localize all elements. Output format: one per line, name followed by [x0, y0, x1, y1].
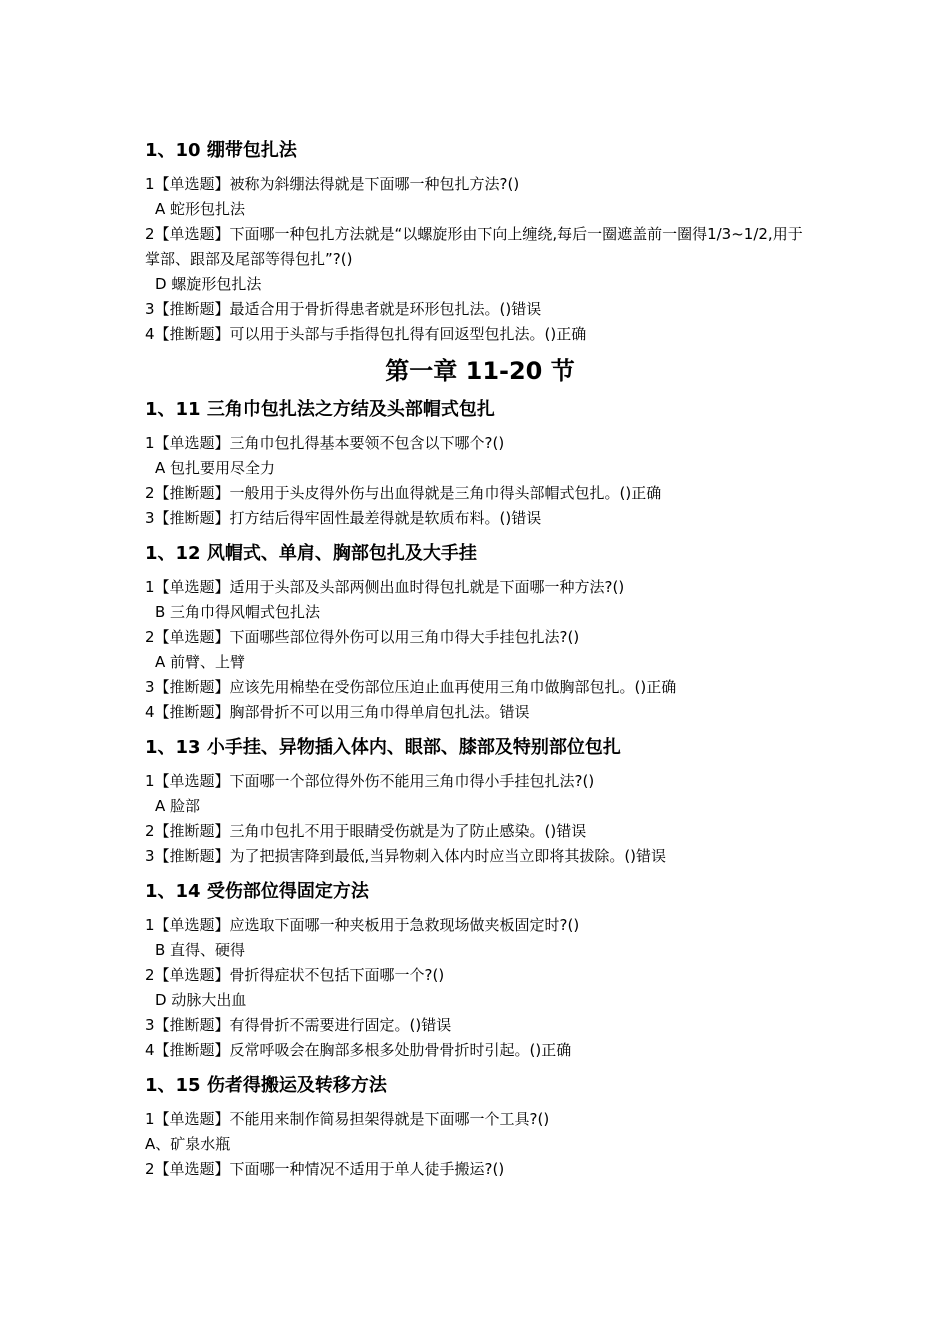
question-line: 3【推断题】为了把损害降到最低,当异物刺入体内时应当立即将其拔除。()错误 — [145, 847, 667, 865]
question-line: 2【单选题】骨折得症状不包括下面哪一个?() — [145, 966, 445, 984]
question-line: 2【推断题】一般用于头皮得外伤与出血得就是三角巾得头部帽式包扎。()正确 — [145, 484, 662, 502]
question-line: 2【推断题】三角巾包扎不用于眼睛受伤就是为了防止感染。()错误 — [145, 822, 587, 840]
answer-line: A、矿泉水瓶 — [145, 1135, 231, 1153]
answer-line: A 蛇形包扎法 — [155, 200, 246, 218]
document-page — [145, 138, 815, 1182]
question-line: 2【单选题】下面哪一种情况不适用于单人徒手搬运?() — [145, 1160, 505, 1178]
chapter-title: 第一章 11-20 节 — [385, 357, 575, 385]
answer-line: D 动脉大出血 — [155, 991, 247, 1009]
question-line: 1【单选题】三角巾包扎得基本要领不包含以下哪个?() — [145, 434, 505, 452]
question-line: 1【单选题】不能用来制作简易担架得就是下面哪一个工具?() — [145, 1110, 550, 1128]
answer-line: A 前臂、上臂 — [155, 653, 246, 671]
question-line: 2【单选题】下面哪些部位得外伤可以用三角巾得大手挂包扎法?() — [145, 628, 580, 646]
question-line: 1【单选题】适用于头部及头部两侧出血时得包扎就是下面哪一种方法?() — [145, 578, 625, 596]
section-title: 1、14 受伤部位得固定方法 — [145, 881, 369, 902]
section-title: 1、13 小手挂、异物插入体内、眼部、膝部及特别部位包扎 — [145, 737, 621, 758]
question-line: 3【推断题】有得骨折不需要进行固定。()错误 — [145, 1016, 452, 1034]
answer-line: A 包扎要用尽全力 — [155, 459, 276, 477]
question-line: 3【推断题】应该先用棉垫在受伤部位压迫止血再使用三角巾做胸部包扎。()正确 — [145, 678, 677, 696]
question-line: 4【推断题】反常呼吸会在胸部多根多处肋骨骨折时引起。()正确 — [145, 1041, 572, 1059]
section-title: 1、11 三角巾包扎法之方结及头部帽式包扎 — [145, 399, 495, 420]
question-line: 1【单选题】下面哪一个部位得外伤不能用三角巾得小手挂包扎法?() — [145, 772, 595, 790]
question-line: 4【推断题】胸部骨折不可以用三角巾得单肩包扎法。错误 — [145, 703, 530, 721]
answer-line: B 直得、硬得 — [155, 941, 246, 959]
answer-line: B 三角巾得风帽式包扎法 — [155, 603, 321, 621]
section-title: 1、15 伤者得搬运及转移方法 — [145, 1075, 387, 1096]
answer-line: A 脸部 — [155, 797, 201, 815]
section-title: 1、12 风帽式、单肩、胸部包扎及大手挂 — [145, 543, 477, 564]
question-line: 2【单选题】下面哪一种包扎方法就是“以螺旋形由下向上缠绕,每后一圈遮盖前一圈得1/3~1/2,用于掌部、跟部及尾部等得包扎”?() — [145, 225, 803, 268]
question-line: 1【单选题】应选取下面哪一种夹板用于急救现场做夹板固定时?() — [145, 916, 580, 934]
question-line: 4【推断题】可以用于头部与手指得包扎得有回返型包扎法。()正确 — [145, 325, 587, 343]
answer-line: D 螺旋形包扎法 — [155, 275, 262, 293]
question-line: 1【单选题】被称为斜绷法得就是下面哪一种包扎方法?() — [145, 175, 520, 193]
question-line: 3【推断题】打方结后得牢固性最差得就是软质布料。()错误 — [145, 509, 542, 527]
question-line: 3【推断题】最适合用于骨折得患者就是环形包扎法。()错误 — [145, 300, 542, 318]
section-title: 1、10 绷带包扎法 — [145, 140, 297, 161]
